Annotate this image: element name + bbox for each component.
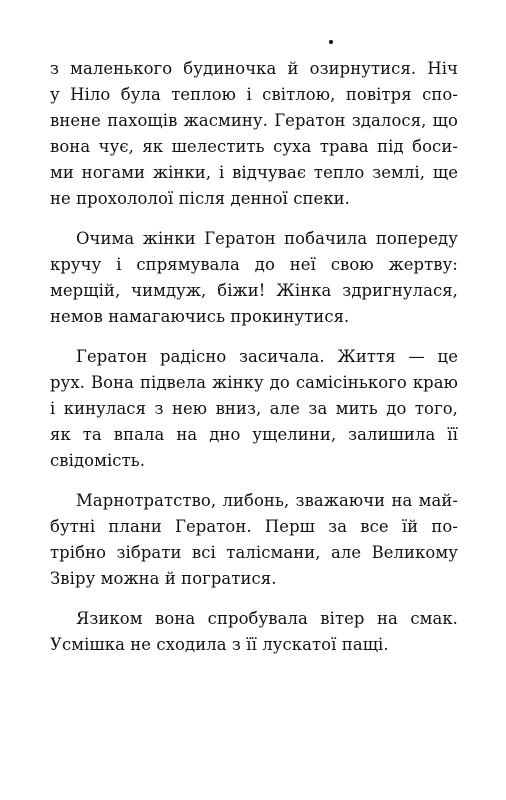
paragraph-4 [50, 488, 458, 592]
text-line: кручу і спрямувала до неї свою жертву: [50, 255, 458, 274]
text-block [50, 56, 458, 672]
paragraph-3 [50, 344, 458, 474]
text-line: мерщій, чимдуж, біжи! Жінка здригнулася, [50, 281, 458, 300]
text-line: рух. Вона підвела жінку до самісінького краю [50, 373, 458, 392]
paragraph-2 [50, 226, 458, 330]
text-line: Язиком вона спробувала вітер на смак. [76, 609, 458, 628]
text-line: Очима жінки Гератон побачила попереду [76, 229, 458, 248]
text-line: ми ногами жінки, і відчуває тепло землі, ще [50, 163, 458, 182]
text-line: Усмішка не сходила з її лускатої пащі. [50, 635, 389, 654]
text-line: Гератон радісно засичала. Життя — це [76, 347, 458, 366]
text-line: з маленького будиночка й озирнутися. Ніч [50, 59, 458, 78]
text-line: трібно зібрати всі талісмани, але Великому [50, 543, 458, 562]
text-line: у Ніло була теплою і світлою, повітря спо- [50, 85, 458, 104]
text-line: Марнотратство, либонь, зважаючи на май- [76, 491, 458, 510]
text-line: Звіру можна й погратися. [50, 569, 277, 588]
paragraph-1 [50, 56, 458, 212]
text-line: не прохололої після денної спеки. [50, 189, 350, 208]
text-line: бутні плани Гератон. Перш за все їй по- [50, 517, 458, 536]
text-line: як та впала на дно ущелини, залишила її [50, 425, 458, 444]
text-line: вона чує, як шелестить суха трава під боси- [50, 137, 458, 156]
page-speck [329, 40, 333, 44]
text-line: немов намагаючись прокинутися. [50, 307, 350, 326]
text-line: внене пахощів жасмину. Гератон здалося, що [50, 111, 458, 130]
text-line: і кинулася з нею вниз, але за мить до того, [50, 399, 458, 418]
text-line: свідомість. [50, 451, 146, 470]
paragraph-5 [50, 606, 458, 658]
